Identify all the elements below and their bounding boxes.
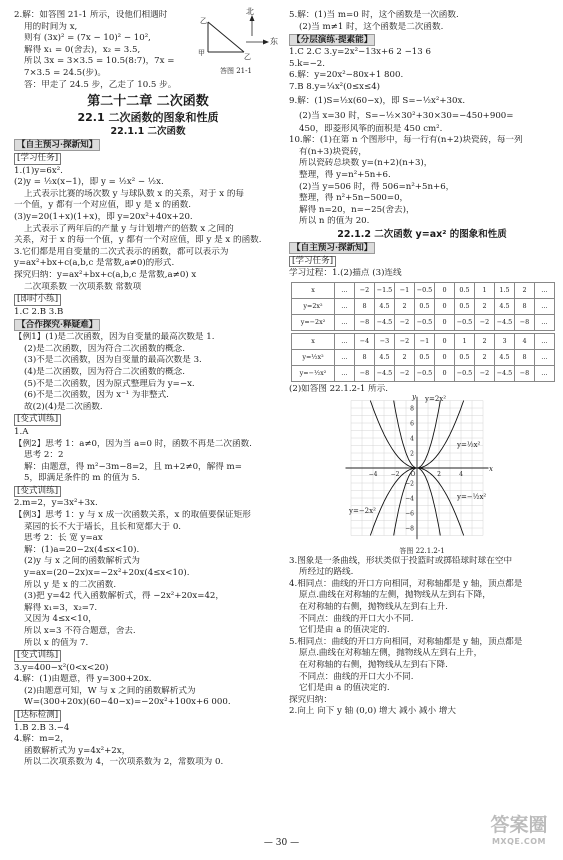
text-line: 所以 3x = 3×3.5 = 10.5(8:7)，7x = (24, 56, 175, 67)
subsection-title: 22.1.1 二次函数 (110, 126, 186, 138)
y-tick-label: −6 (405, 510, 414, 518)
text-line: 5.相同点：曲线的开口方向相同，对称轴都是 y 轴，顶点都是 (289, 636, 523, 647)
text-line: 它们是由 a 的值决定的. (299, 683, 390, 694)
text-line: 有(n+3)块瓷砖， (299, 146, 367, 157)
text-line: (4)是二次函数，因为符合二次函数的概念. (24, 367, 185, 378)
text-line: 所以 x 的值为 7. (24, 637, 89, 648)
y-tick-label: −4 (405, 495, 414, 503)
table-cell: 0 (435, 315, 455, 331)
table-cell: −0.5 (455, 315, 475, 331)
table-cell: 1 (455, 334, 475, 350)
text-line: 1.(1)y=6x². (14, 165, 63, 176)
text-line: 2.m=2，y=3x²+3x. (14, 498, 98, 509)
text-line: 故(2)(4)是二次函数. (24, 401, 103, 412)
table-cell: −8 (355, 315, 375, 331)
point-b-label: 乙 (244, 53, 251, 61)
table-cell: −1 (395, 283, 415, 299)
text-line: 5，即满足条件的 m 的值为 5. (24, 473, 140, 484)
value-table-1 (291, 282, 555, 331)
table-cell: 0 (435, 334, 455, 350)
text-line: 所经过的路线. (299, 567, 354, 578)
table-cell: −8 (355, 366, 375, 382)
point-c-label: 乙 (200, 17, 207, 25)
table-cell: 2 (475, 299, 495, 315)
table-cell: −0.5 (415, 283, 435, 299)
table-cell: −2 (355, 283, 375, 299)
text-line: 解：(1)a=20−2x(4≤x<10). (24, 544, 140, 555)
text-line: 整理，得 y=n²+5n+6. (299, 169, 391, 180)
text-line: 所以瓷砖总块数 y=(n+2)(n+3)， (299, 158, 433, 169)
table-cell: −4 (355, 334, 375, 350)
text-line: y=ax=(20−2x)x=−2x²+20x(4≤x<10). (24, 567, 190, 578)
table-cell: x (292, 334, 335, 350)
practice-label: [达标检测] (14, 709, 282, 723)
table-row (292, 283, 555, 299)
text-line: 4.解：m=2， (14, 734, 69, 745)
table-cell: 1 (475, 283, 495, 299)
text-line: 探究归纳：y=ax²+bx+c(a,b,c 是常数,a≠0) x (14, 270, 197, 280)
table-cell: −2 (395, 334, 415, 350)
text-line: 1.A (14, 426, 29, 437)
table-cell: −4.5 (375, 315, 395, 331)
text-line: 【例2】思考 1：a≠0，因为当 a=0 时，函数不再是二次函数. (14, 438, 252, 449)
y-tick-label: −2 (405, 480, 414, 488)
table-row (292, 350, 555, 366)
text-line: 所以 y 是 x 的二次函数. (24, 579, 117, 590)
table-cell: −2 (395, 315, 415, 331)
table-cell: 4 (515, 334, 535, 350)
table-cell: −1 (415, 334, 435, 350)
text-line: 3.y=400−x²(0<x<20) (14, 662, 109, 673)
table-cell: … (535, 350, 555, 366)
table-cell: 0 (435, 366, 455, 382)
task-label: [学习任务] (289, 255, 555, 269)
text-line: 答：甲走了 24.5 步，乙走了 10.5 步。 (24, 79, 177, 90)
text-line: 4.解：(1)由题意，得 y=300+20x. (14, 674, 152, 685)
y-tick-label: 2 (410, 450, 414, 458)
y-tick-label: 8 (410, 405, 414, 413)
text-line: (2)y = ½x(x−1)，即 y = ½x² − ½x. (14, 177, 164, 188)
text-line: 7.B 8.y=¼x²(0≤x≤4) (289, 81, 381, 92)
text-line: 整理，得 n²+5n−500=0， (299, 193, 409, 204)
table-cell: … (535, 315, 555, 331)
text-line: (2)当 y=506 时，得 506=n²+5n+6， (299, 181, 455, 192)
text-line: 一个值，y 都有一个对应值，即 y 是 x 的函数. (14, 200, 192, 211)
text-line: 3.它们都是用自变量的二次式表示的函数，都可以表示为 (14, 246, 229, 257)
text-line: 9.解：(1)S=½x(60−x)，即 S=−½x²+30x. (289, 95, 466, 106)
text-line: 【例1】(1)是二次函数，因为自变量的最高次数是 1. (14, 332, 215, 343)
table-cell: 0 (435, 350, 455, 366)
text-line: 3.图象是一条曲线，形状类似于投篮时或掷铅球时球在空中 (289, 555, 513, 566)
text-line: 10.解：(1)在第 n 个图形中，每一行有(n+2)块瓷砖，每一列 (289, 135, 523, 146)
table-cell: 0.5 (455, 299, 475, 315)
table-cell: 8 (515, 350, 535, 366)
table-cell: −2 (475, 315, 495, 331)
table-cell: … (535, 334, 555, 350)
text-line: 关系，对于 x 的每一个值，y 都有一个对应值，即 y 是 x 的函数. (14, 235, 262, 246)
text-line: 7×3.5 = 24.5(步)。 (24, 67, 107, 78)
y-axis-label: y (412, 392, 416, 401)
text-line: 用的时间为 x, (24, 21, 78, 32)
curve-label-neg-2x2: y=−2x² (349, 506, 376, 515)
table-cell: −4.5 (495, 315, 515, 331)
text-line: (5)不是二次函数，因为原式整理后为 y=−x. (24, 378, 195, 389)
table-cell: −8 (515, 315, 535, 331)
x-tick-label: 2 (437, 470, 441, 478)
value-table-2 (291, 333, 555, 382)
east-label: 东 (270, 37, 278, 46)
text-line: 二次项系数 一次项系数 常数项 (24, 281, 142, 292)
text-line: (3)把 y=42 代入函数解析式，得 −2x²+20x=42， (24, 591, 224, 602)
parabola-graph (289, 396, 555, 546)
table-cell: −2 (395, 366, 415, 382)
curve-label-2x2: y=2x² (425, 394, 447, 403)
text-line: 它们是由 a 的值决定的. (299, 625, 390, 636)
chapter-title: 第二十二章 二次函数 (87, 94, 209, 110)
table-cell: 8 (355, 299, 375, 315)
table-cell: 0.5 (455, 350, 475, 366)
table-cell: y=−½x² (292, 366, 335, 382)
point-a-label: 甲 (198, 49, 205, 57)
practice-label: [即时小练] (14, 293, 282, 307)
section-title: 22.1 二次函数的图象和性质 (77, 111, 219, 125)
table-cell: −1.5 (375, 283, 395, 299)
table-cell: 2 (515, 283, 535, 299)
table-cell: 4.5 (495, 299, 515, 315)
practice-label: [变式训练] (14, 649, 282, 663)
table-row (292, 334, 555, 350)
table-cell: −3 (375, 334, 395, 350)
table-cell: 0 (435, 283, 455, 299)
x-tick-label: 4 (459, 470, 463, 478)
table-cell: y=½x² (292, 350, 335, 366)
table-cell: … (535, 299, 555, 315)
text-line: 在对称轴的右侧，抛物线从左到右上升. (299, 601, 448, 612)
text-line: 1.B 2.B 3.−4 (14, 722, 70, 733)
table-cell: 0.5 (415, 350, 435, 366)
table-cell: −4.5 (495, 366, 515, 382)
table-cell: 4.5 (375, 299, 395, 315)
text-line: 不同点：曲线的开口大小不同. (299, 671, 414, 682)
table-cell: … (335, 334, 355, 350)
figure-caption: 答图 21-1 (220, 67, 252, 75)
table-cell: 0.5 (455, 283, 475, 299)
table-row (292, 299, 555, 315)
text-line: 450，即菱形风筝的面积是 450 cm². (299, 123, 443, 134)
x-axis-label: x (489, 464, 493, 473)
text-line: 上式表示比赛的场次数 y 与球队数 x 的关系，对于 x 的每 (24, 188, 245, 199)
text-line: 学习过程：1.(2)描点 (3)连线 (289, 268, 402, 279)
x-tick-label: O (410, 470, 416, 478)
parabola-figure (289, 392, 555, 556)
text-line: 原点.曲线在对称轴左侧，抛物线从左到右上升， (299, 648, 483, 659)
table-cell: 1.5 (495, 283, 515, 299)
section-header: 【分层演练·提素能】 (289, 34, 375, 46)
table-cell: 8 (515, 299, 535, 315)
curve-label-half-x2: y=½x² (457, 440, 481, 449)
text-line: 解得 x₁ = 0(舍去)，x₂ = 3.5, (24, 44, 141, 55)
table-cell: x (292, 283, 335, 299)
table-cell: 0.5 (415, 299, 435, 315)
curve-label-neg-half-x2: y=−½x² (457, 492, 487, 501)
table-cell: … (335, 350, 355, 366)
table-cell: −4.5 (375, 366, 395, 382)
table-cell: −0.5 (415, 366, 435, 382)
table-cell: y=2x² (292, 299, 335, 315)
section-header: 【自主预习·探新知】 (289, 242, 375, 254)
table-cell: −2 (475, 366, 495, 382)
table-cell: −8 (515, 366, 535, 382)
text-line: 思考 2：长 宽 y=ax (24, 533, 103, 544)
table-cell: 2 (475, 350, 495, 366)
text-line: (2)当 m≠1 时，这个函数是二次函数. (299, 21, 444, 32)
text-line: 解得 n=20，n=−25(舍去)， (299, 204, 415, 215)
text-line: 2.向上 向下 y 轴 (0,0) 增大 减小 减小 增大 (289, 706, 456, 717)
table-cell: … (335, 315, 355, 331)
table-cell: 0 (435, 299, 455, 315)
table-cell: … (335, 366, 355, 382)
text-line: (2)如答图 22.1.2-1 所示. (289, 384, 389, 394)
text-line: (3)不是二次函数，因为自变量的最高次数是 3. (24, 355, 202, 366)
text-line: (3)y=20(1+x)(1+x)，即 y=20x²+40x+20. (14, 212, 193, 223)
text-line: 在对称轴的右侧，抛物线从左到右下降. (299, 659, 448, 670)
text-line: 2.解：如答图 21-1 所示，设他们相遇时 (14, 10, 168, 20)
text-line: 5.k=−2. (289, 58, 326, 69)
left-column (14, 7, 282, 769)
table-cell: y=−2x² (292, 315, 335, 331)
table-cell: 4.5 (495, 350, 515, 366)
subsection-title: 22.1.2 二次函数 y=ax² 的图象和性质 (337, 228, 507, 240)
text-line: (6)不是二次函数，因为 x⁻¹ 为非整式. (24, 390, 169, 401)
text-line: 所以 x=3 不符合题意，舍去. (24, 625, 136, 636)
practice-label: [变式训练] (14, 485, 282, 499)
text-line: 4.相同点：曲线的开口方向相同，对称轴都是 y 轴，顶点都是 (289, 578, 523, 589)
text-line: W=(300+20x)(60−40−x)=−20x²+100x+6 000. (24, 697, 231, 708)
table-cell: … (335, 283, 355, 299)
text-line: y=ax²+bx+c(a,b,c 是常数,a≠0)的形式. (14, 258, 175, 269)
text-line: 原点.曲线在对称轴的左侧，抛物线从左到右下降， (299, 590, 491, 601)
figure-21-1 (186, 7, 282, 82)
text-line: 菜园的长不大于墙长，且长和宽都大于 0. (24, 521, 182, 532)
table-row (292, 366, 555, 382)
text-line: 上式表示了两年后的产量 y 与计划增产的倍数 x 之间的 (24, 223, 234, 234)
text-line: 1.C 2.C 3.y=2x²−13x+6 2 −13 6 (289, 47, 431, 58)
text-line: 不同点：曲线的开口大小不同. (299, 613, 414, 624)
text-line: 解得 x₁=3，x₂=7. (24, 602, 98, 613)
text-line: 函数解析式为 y=4x²+2x， (24, 745, 131, 756)
table-cell: 8 (355, 350, 375, 366)
text-line: 解：由题意，得 m²−3m−8=2，且 m+2≠0，解得 m= (24, 461, 242, 472)
x-tick-label: −4 (368, 470, 378, 478)
page-number: — 30 — (263, 838, 300, 848)
table-cell: … (335, 299, 355, 315)
answer-line: 1.C 2.B 3.B (14, 306, 64, 317)
right-column (289, 10, 555, 718)
text-line: (2)是二次函数，因为符合二次函数的概念. (24, 343, 185, 354)
table-cell: … (535, 366, 555, 382)
practice-label: [变式训练] (14, 413, 282, 427)
table-cell: −0.5 (455, 366, 475, 382)
text-line: (2)当 x=30 时，S=−½×30²+30×30=−450+900= (299, 110, 514, 121)
table-cell: 2 (475, 334, 495, 350)
table-row (292, 315, 555, 331)
table-cell: −0.5 (415, 315, 435, 331)
table-cell: 2 (395, 299, 415, 315)
text-line: 探究归纳： (289, 694, 332, 705)
text-line: 则有 (3x)² = (7x − 10)² − 10², (24, 33, 151, 44)
text-line: 所以 n 的值为 20. (299, 216, 370, 227)
task-label: [学习任务] (14, 152, 282, 166)
text-line: (2)由题意可知，W 与 x 之间的函数解析式为 (24, 685, 196, 696)
x-tick-label: −2 (390, 470, 400, 478)
text-line: 思考 2：2 (24, 450, 64, 461)
text-line: 所以二次项系数为 4，一次项系数为 2，常数项为 0. (24, 757, 224, 768)
figure-caption: 答图 22.1.2-1 (399, 546, 445, 555)
section-header: 【合作探究·释疑难】 (14, 319, 100, 331)
table-cell: 4.5 (375, 350, 395, 366)
y-tick-label: −8 (405, 525, 414, 533)
text-line: 5.解：(1)当 m=0 时，这个函数是一次函数. (289, 10, 459, 20)
watermark-logo: 答案圈 MXQE.COM (490, 814, 548, 846)
table-cell: 2 (395, 350, 415, 366)
table-cell: 3 (495, 334, 515, 350)
section-header: 【自主预习·探新知】 (14, 139, 100, 151)
text-line: 【例3】思考 1：y 与 x 成一次函数关系，x 的取值要保证矩形 (14, 510, 251, 520)
text-line: 又因为 4≤x<10， (24, 614, 97, 625)
north-label: 北 (246, 7, 254, 16)
table-cell: … (535, 283, 555, 299)
y-tick-label: 4 (410, 435, 414, 443)
problem-2-block (14, 7, 282, 91)
text-line: (2)y 与 x 之间的函数解析式为 (24, 556, 141, 567)
text-line: 6.解：y=20x²−80x+1 800. (289, 70, 404, 81)
y-tick-label: 6 (410, 420, 414, 428)
